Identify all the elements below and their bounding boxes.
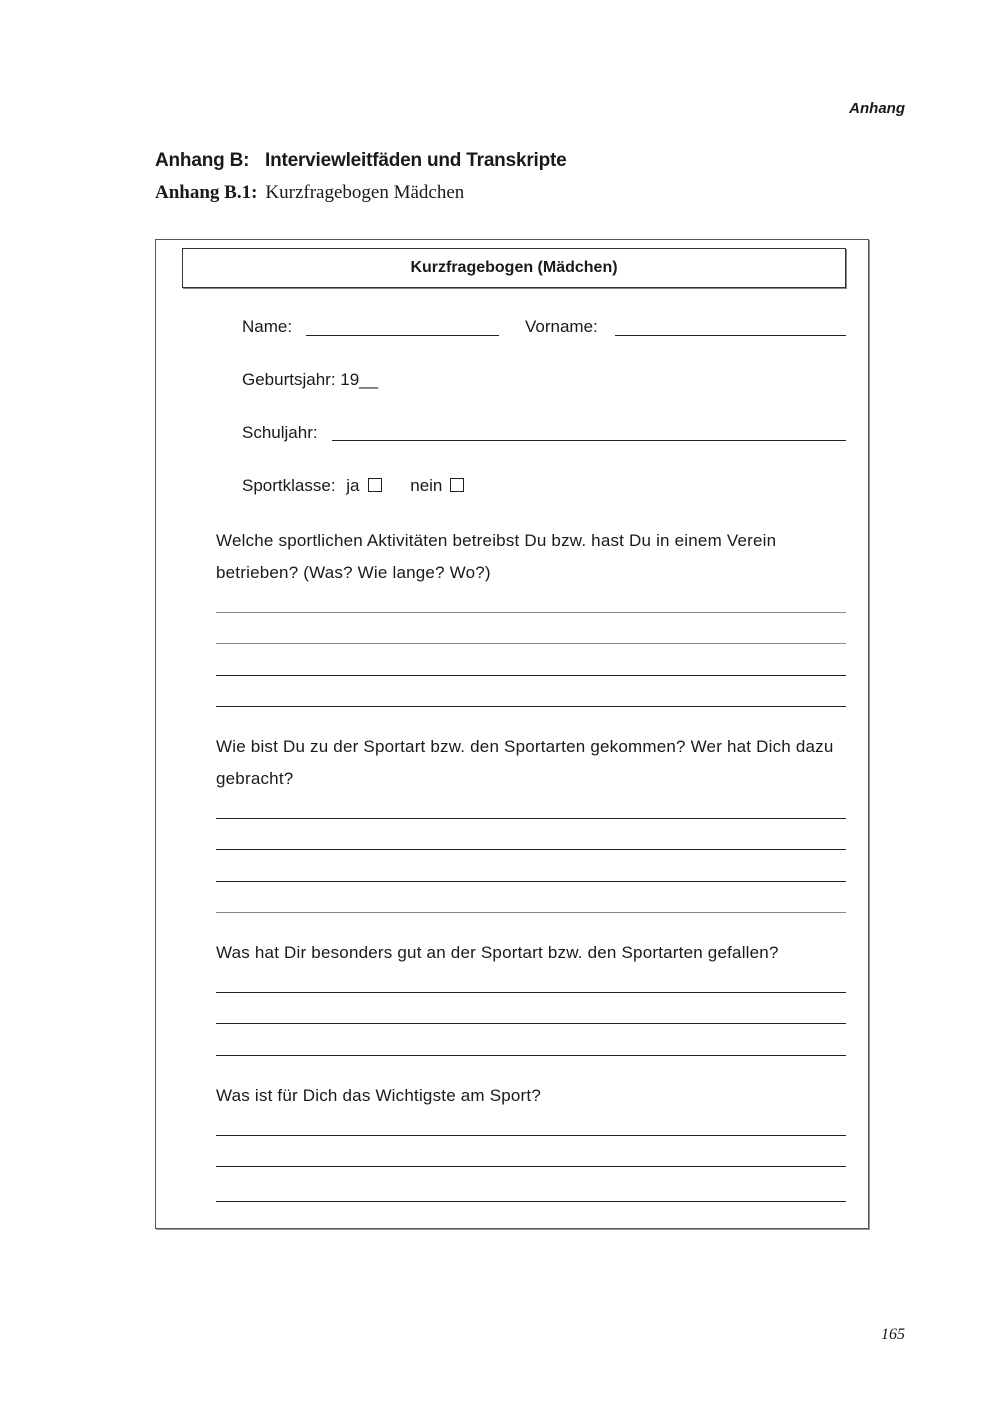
section-title: Interviewleitfäden und Transkripte xyxy=(265,150,567,171)
answer-line[interactable] xyxy=(216,706,846,707)
answer-line[interactable] xyxy=(216,1201,846,1202)
running-head: Anhang xyxy=(849,100,905,117)
answer-line[interactable] xyxy=(216,912,846,913)
page-number: 165 xyxy=(881,1326,905,1343)
name-label: Name: xyxy=(242,317,293,336)
answer-line[interactable] xyxy=(216,1166,846,1167)
answer-line[interactable] xyxy=(216,1135,846,1136)
subsection-heading xyxy=(155,182,464,204)
option-no-label: nein xyxy=(410,476,443,495)
subsection-title: Kurzfragebogen Mädchen xyxy=(265,182,465,203)
answer-line[interactable] xyxy=(216,1055,846,1056)
sportklasse-row xyxy=(242,476,464,496)
schuljahr-input-line[interactable] xyxy=(332,440,846,441)
answer-line[interactable] xyxy=(216,992,846,993)
answer-line[interactable] xyxy=(216,675,846,676)
answer-line[interactable] xyxy=(216,881,846,882)
question-3: Was hat Dir besonders gut an der Sportart bzw. den Sportarten gefallen? xyxy=(216,943,779,962)
section-heading xyxy=(155,150,567,172)
no-checkbox[interactable] xyxy=(450,478,464,492)
schuljahr-label: Schuljahr: xyxy=(242,423,318,442)
section-number: Anhang B: xyxy=(155,150,250,171)
yes-checkbox[interactable] xyxy=(368,478,382,492)
answer-line[interactable] xyxy=(216,612,846,613)
subsection-number: Anhang B.1: xyxy=(155,182,258,203)
answer-line[interactable] xyxy=(216,643,846,644)
vorname-input-line[interactable] xyxy=(615,335,846,336)
answer-line[interactable] xyxy=(216,1023,846,1024)
question-2: Wie bist Du zu der Sportart bzw. den Sportarten gekommen? Wer hat Dich dazu gebracht? xyxy=(216,737,834,788)
name-input-line[interactable] xyxy=(306,335,499,336)
birthyear-field[interactable]: Geburtsjahr: 19__ xyxy=(242,370,379,389)
vorname-label: Vorname: xyxy=(525,317,598,336)
sportklasse-label: Sportklasse: xyxy=(242,476,336,495)
questionnaire-title: Kurzfragebogen (Mädchen) xyxy=(182,248,846,288)
question-4: Was ist für Dich das Wichtigste am Sport? xyxy=(216,1086,541,1105)
answer-line[interactable] xyxy=(216,849,846,850)
answer-line[interactable] xyxy=(216,818,846,819)
option-yes-label: ja xyxy=(346,476,360,495)
question-1: Welche sportlichen Aktivitäten betreibst Du bzw. hast Du in einem Verein betrieben? (Was? Wie lange? Wo?) xyxy=(216,531,777,582)
